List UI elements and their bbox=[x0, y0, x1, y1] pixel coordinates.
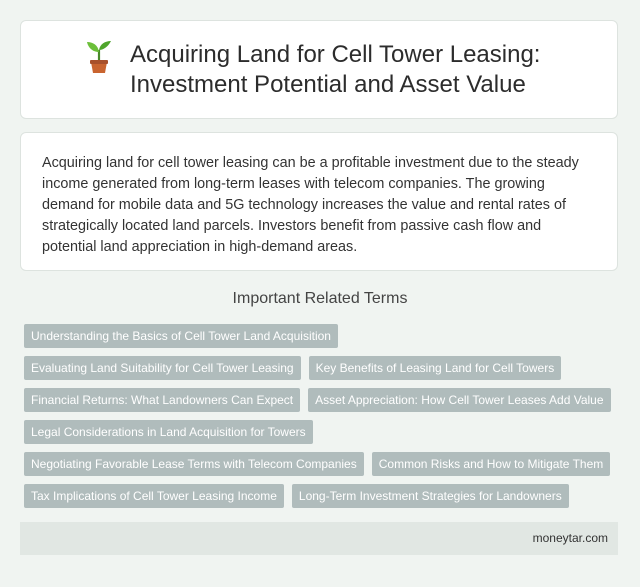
tag-row bbox=[24, 420, 624, 444]
related-term-tag[interactable]: Evaluating Land Suitability for Cell Tower Leasing bbox=[24, 356, 301, 380]
footer bbox=[20, 522, 618, 555]
tag-row bbox=[24, 356, 624, 380]
summary-text: Acquiring land for cell tower leasing can be a profitable investment due to the steady income generated from long-term leases with telecom companies. The growing demand for mobile data and 5G technology increases the value and rental rates of strategically located land parcels. Investors benefit from passive cash flow and potential land appreciation in high-demand areas. bbox=[42, 155, 579, 255]
tag-row bbox=[24, 388, 624, 412]
title-wrap bbox=[84, 40, 554, 100]
related-terms-list bbox=[24, 324, 624, 516]
tag-row bbox=[24, 484, 624, 508]
tag-row bbox=[24, 452, 624, 476]
summary-card bbox=[20, 132, 618, 271]
sprout-icon bbox=[84, 38, 114, 74]
related-term-tag[interactable]: Key Benefits of Leasing Land for Cell Towers bbox=[309, 356, 562, 380]
page-title: Acquiring Land for Cell Tower Leasing: Investment Potential and Asset Value bbox=[130, 40, 541, 98]
related-terms-heading: Important Related Terms bbox=[232, 290, 408, 307]
related-term-tag[interactable]: Long-Term Investment Strategies for Landowners bbox=[292, 484, 569, 508]
tag-row bbox=[24, 324, 624, 348]
title-card bbox=[20, 20, 618, 119]
related-term-tag[interactable]: Understanding the Basics of Cell Tower Land Acquisition bbox=[24, 324, 338, 348]
related-term-tag[interactable]: Legal Considerations in Land Acquisition for Towers bbox=[24, 420, 313, 444]
footer-site-link[interactable]: moneytar.com bbox=[532, 531, 608, 545]
related-term-tag[interactable]: Common Risks and How to Mitigate Them bbox=[372, 452, 611, 476]
related-term-tag[interactable]: Tax Implications of Cell Tower Leasing Income bbox=[24, 484, 284, 508]
related-term-tag[interactable]: Negotiating Favorable Lease Terms with Telecom Companies bbox=[24, 452, 364, 476]
related-term-tag[interactable]: Asset Appreciation: How Cell Tower Leases Add Value bbox=[308, 388, 610, 412]
related-term-tag[interactable]: Financial Returns: What Landowners Can Expect bbox=[24, 388, 300, 412]
